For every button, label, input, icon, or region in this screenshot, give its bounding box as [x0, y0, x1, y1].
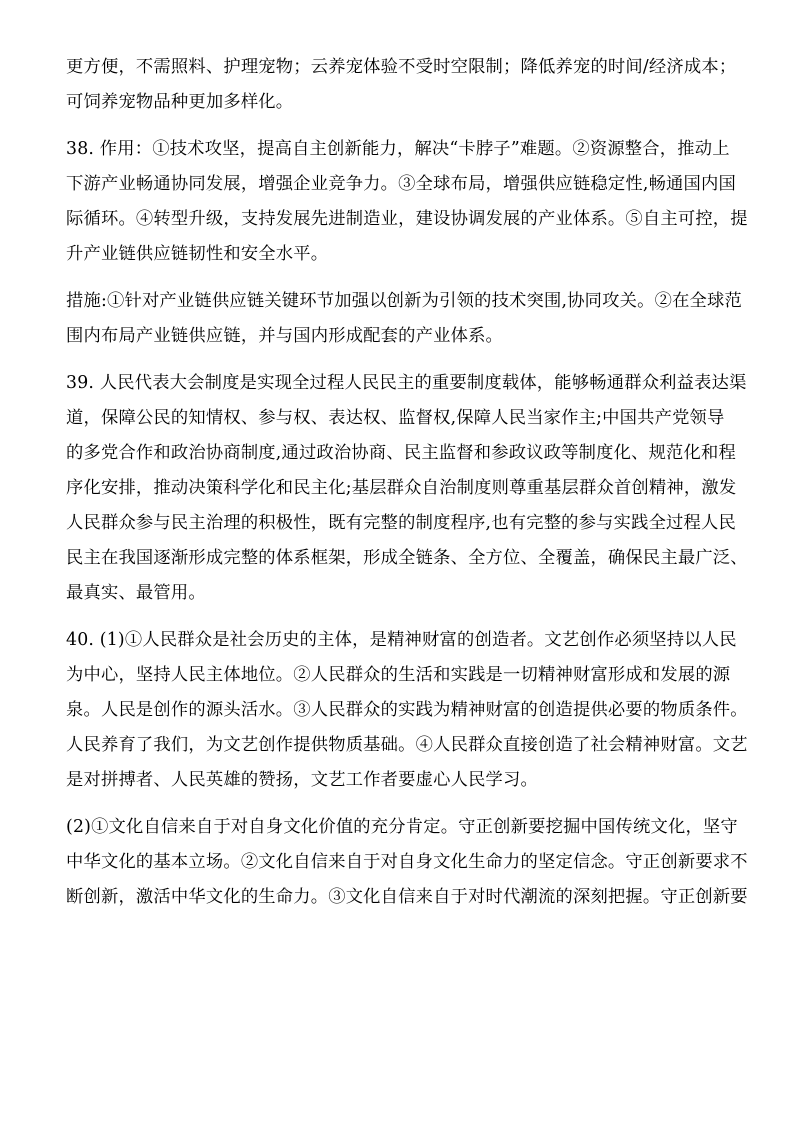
text-line: 更方便，不需照料、护理宠物；云养宠体验不受时空限制；降低养宠的时间/经济成本； [66, 57, 737, 77]
text-line: (2)①文化自信来自于对自身文化价值的充分肯定。守正创新要挖掘中国传统文化，坚守 [66, 817, 738, 837]
paragraph-pet-answer-continued [66, 50, 766, 120]
text-line: 最真实、最管用。 [66, 583, 206, 603]
text-line: 断创新，激活中华文化的生命力。③文化自信来自于对时代潮流的深刻把握。守正创新要 [66, 887, 748, 907]
text-line: 际循环。④转型升级，支持发展先进制造业，建设协调发展的产业体系。⑤自主可控，提 [66, 209, 748, 229]
text-line: 升产业链供应链韧性和安全水平。 [66, 244, 329, 264]
text-line: 泉。人民是创作的源头活水。③人民群众的实践为精神财富的创造提供必要的物质条件。 [66, 700, 748, 720]
text-line: 40. (1)①人民群众是社会历史的主体，是精神财富的创造者。文艺创作必须坚持以人民 [66, 630, 737, 650]
text-line: 道，保障公民的知情权、参与权、表达权、监督权,保障人民当家作主;中国共产党领导 [66, 408, 725, 428]
paragraph-answer-38-role [66, 132, 766, 272]
text-line: 可饲养宠物品种更加多样化。 [66, 92, 294, 112]
text-line: 38. 作用：①技术攻坚，提高自主创新能力，解决“卡脖子”难题。②资源整合，推动上 [66, 139, 730, 159]
text-line: 中华文化的基本立场。②文化自信来自于对自身文化生命力的坚定信念。守正创新要求不 [66, 852, 748, 872]
paragraph-answer-38-measures [66, 284, 766, 354]
text-line: 人民群众参与民主治理的积极性，既有完整的制度程序,也有完整的参与实践全过程人民 [66, 513, 736, 533]
text-line: 措施:①针对产业链供应链关键环节加强以创新为引领的技术突围,协同攻关。②在全球范 [66, 291, 743, 311]
paragraph-answer-40-part1 [66, 623, 766, 798]
document-page [66, 50, 766, 915]
paragraph-answer-40-part2 [66, 810, 766, 915]
text-line: 下游产业畅通协同发展，增强企业竞争力。③全球布局，增强供应链稳定性,畅通国内国 [66, 174, 736, 194]
text-line: 的多党合作和政治协商制度,通过政治协商、民主监督和参政议政等制度化、规范化和程 [66, 443, 736, 463]
text-line: 围内布局产业链供应链，并与国内形成配套的产业体系。 [66, 326, 504, 346]
text-line: 39. 人民代表大会制度是实现全过程人民民主的重要制度载体，能够畅通群众利益表达渠 [66, 373, 747, 393]
text-line: 序化安排，推动决策科学化和民主化;基层群众自治制度则尊重基层群众首创精神，激发 [66, 478, 737, 498]
paragraph-answer-39 [66, 366, 766, 611]
text-line: 是对拼搏者、人民英雄的赞扬，文艺工作者要虚心人民学习。 [66, 770, 538, 790]
text-line: 民主在我国逐渐形成完整的体系框架，形成全链条、全方位、全覆盖，确保民主最广泛、 [66, 548, 748, 568]
text-line: 人民养育了我们，为文艺创作提供物质基础。④人民群众直接创造了社会精神财富。文艺 [66, 735, 748, 755]
text-line: 为中心，坚持人民主体地位。②人民群众的生活和实践是一切精神财富形成和发展的源 [66, 665, 731, 685]
